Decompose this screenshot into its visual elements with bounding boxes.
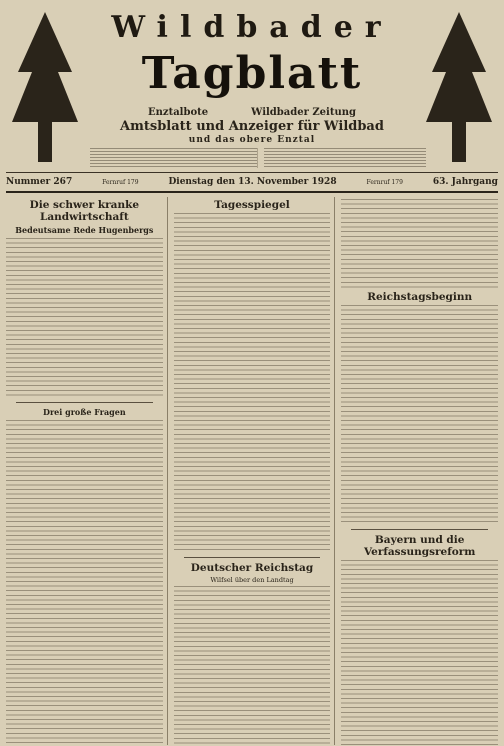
- masthead: [6, 4, 498, 173]
- newspaper-title: Tagblatt: [141, 48, 363, 99]
- issue-date: Dienstag den 13. November 1928: [168, 177, 337, 187]
- article-columns: [6, 193, 498, 745]
- article-text: [341, 305, 498, 525]
- headline: Deutscher Reichstag: [190, 562, 314, 574]
- tag-right: Wildbader Zeitung: [251, 107, 356, 118]
- title-top: Wildbader: [111, 10, 393, 45]
- headline: Tagesspiegel: [214, 199, 290, 211]
- phone-right: Fernruf 179: [366, 178, 403, 186]
- subtitle-line-1: Amtsblatt und Anzeiger für Wildbad: [120, 119, 384, 134]
- article-text: [341, 199, 498, 289]
- article-text: [174, 586, 331, 745]
- tag-left: Enztalbote: [148, 107, 209, 118]
- article-text: [6, 238, 163, 398]
- volume: 63. Jahrgang: [432, 177, 498, 187]
- masthead-info-box: [90, 148, 426, 168]
- column-left: [6, 197, 168, 745]
- column-right: [341, 197, 498, 745]
- headline: Bayern und die Verfassungsreform: [363, 534, 476, 558]
- article-text: [6, 420, 163, 745]
- headline: Reichstagsbeginn: [367, 291, 473, 303]
- phone-left: Fernruf 179: [102, 178, 139, 186]
- date-bar: [6, 173, 498, 193]
- column-middle: [174, 197, 336, 745]
- article-text: [174, 213, 331, 553]
- headline: Die schwer kranke Landwirtschaft: [29, 199, 140, 223]
- article-text: [341, 560, 498, 745]
- issue-number: Nummer 267: [6, 177, 73, 187]
- headline: Drei große Fragen: [43, 407, 126, 417]
- subtitle-line-2: und das obere Enztal: [188, 135, 316, 145]
- subheadline: Wilfsel über den Landtag: [210, 576, 294, 584]
- subheadline: Bedeutsame Rede Hugenbergs: [15, 225, 154, 235]
